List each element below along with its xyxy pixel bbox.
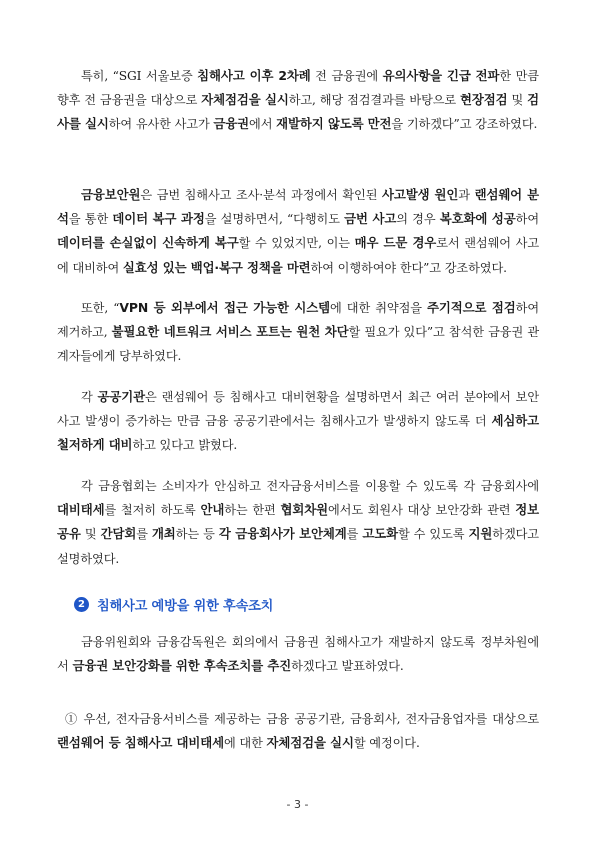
body-text: 의 경우 [396, 212, 440, 227]
emphasized-text: 안내 [200, 502, 225, 518]
emphasized-text: 세심하고 철저하게 대비 [57, 413, 539, 453]
emphasized-text: 검사를 실시 [57, 92, 539, 132]
emphasized-text: 금융권 [213, 116, 250, 132]
body-text: 에 대한 취약점을 [330, 301, 428, 315]
body-text: 하겠다고 발표하였다. [291, 659, 404, 674]
emphasized-text: VPN 등 외부에서 접근 가능한 시스템 [119, 300, 331, 315]
paragraph-fsi-analysis [57, 183, 539, 280]
body-text: 특히, “SGI 서울보증 [81, 69, 198, 83]
page-number: - 3 - [286, 798, 309, 811]
emphasized-text: 정보공유 [57, 502, 539, 542]
body-text: 할 수 있었지만, 이는 [238, 236, 355, 251]
paragraph-vpn-advice [57, 296, 539, 369]
emphasized-text: 복호화에 성공 [439, 211, 516, 227]
emphasized-text: 금융권 보안강화를 위한 후속조치를 추진 [72, 658, 292, 674]
emphasized-text: 자체점검을 실시 [201, 92, 289, 108]
emphasized-text: 데이터 복구 과정 [112, 211, 205, 227]
emphasized-text: 유의사항을 긴급 전파 [382, 68, 500, 83]
body-text: 에서 [249, 117, 277, 132]
paragraph-financial-associations [57, 474, 539, 571]
body-text: 하고, 해당 점검결과를 바탕으로 [288, 93, 461, 108]
body-text: 로서 랜섬웨어 사고에 대비하여 [57, 236, 539, 275]
body-text: 하는 등 [175, 527, 219, 542]
emphasized-text: 랜섬웨어 등 침해사고 대비태세 [57, 735, 224, 751]
paragraph-government-follow-up [57, 630, 539, 678]
body-text: 및 [80, 527, 101, 542]
emphasized-text: 매우 드문 경우 [354, 235, 437, 251]
emphasized-text: 지원 [468, 526, 493, 542]
body-text: 하여 제거하고, [57, 301, 539, 340]
emphasized-text: 실효성 있는 백업·복구 정책을 마련 [122, 259, 311, 275]
body-text: 각 [81, 390, 98, 404]
body-text: 은 금번 침해사고 조사·분석 과정에서 확인된 [140, 188, 382, 202]
body-text: 을 통한 [68, 212, 113, 227]
body-text: 할 수 있도록 [397, 527, 469, 542]
emphasized-text: 재발하지 않도록 만전 [276, 116, 392, 132]
body-text: ① 우선, 전자금융서비스를 제공하는 금융 공공기관, 금융회사, 전자금융업자를 대상으로 [65, 712, 539, 726]
body-text: 할 예정이다. [353, 736, 420, 751]
body-text: 은 랜섬웨어 등 침해사고 대비현황을 설명하면서 최근 여러 분야에서 보안사고 발생이 증가하는 만큼 금융 공공기관에서는 침해사고가 발생하지 않도록 더 [57, 390, 539, 429]
body-text: 하겠다고 설명하였다. [57, 527, 539, 566]
emphasized-text: 자체점검을 실시 [266, 735, 354, 751]
body-text: 한 만큼 향후 전 금융권을 대상으로 [57, 69, 539, 108]
body-text: 할 필요가 있다”고 참석한 금융권 관계자들에게 당부하였다. [57, 325, 539, 364]
emphasized-text: 금융보안원 [81, 187, 141, 202]
body-text: 하고 있다고 밝혔다. [132, 438, 238, 453]
body-text: 를 [346, 527, 363, 542]
emphasized-text: 간담회 [100, 526, 137, 542]
body-text: 을 기하겠다”고 강조하였다. [391, 117, 538, 132]
emphasized-text: 개최 [151, 526, 176, 542]
emphasized-text: 고도화 [362, 526, 398, 542]
emphasized-text: 협회차원 [280, 502, 328, 518]
body-text: 전 금융권에 [310, 69, 383, 83]
body-text: 과 [458, 188, 475, 202]
body-text: 금융위원회와 금융감독원은 회의에서 금융권 침해사고가 재발하지 않도록 정부차원에서 [57, 635, 539, 674]
body-text: 하여 [515, 212, 539, 227]
body-text: 에 대한 [223, 736, 267, 751]
emphasized-text: 현장점검 [460, 92, 508, 108]
body-text: 에서도 회원사 대상 보안강화 관련 [327, 503, 516, 518]
body-text: 를 철저히 하도록 [104, 503, 201, 518]
body-text: 또한, “ [81, 301, 120, 315]
paragraph-sgi-follow-up [57, 64, 539, 137]
emphasized-text: 사고발생 원인 [382, 187, 459, 202]
emphasized-text: 각 금융회사가 보안체계 [218, 526, 347, 542]
body-text: 를 [136, 527, 152, 542]
emphasized-text: 불필요한 네트워크 서비스 포트는 원천 차단 [111, 324, 349, 340]
section-title: 침해사고 예방을 위한 후속조치 [97, 599, 274, 614]
paragraph-self-inspection-item [57, 707, 539, 755]
emphasized-text: 대비태세 [57, 502, 105, 518]
body-text: 을 설명하면서, “다행히도 [204, 212, 345, 227]
body-text: 하는 한편 [224, 503, 281, 518]
emphasized-text: 공공기관 [97, 389, 146, 404]
emphasized-text: 침해사고 이후 2차례 [197, 68, 311, 83]
body-text: 각 금융협회는 소비자가 안심하고 전자금융서비스를 이용할 수 있도록 각 금융회사에 [81, 479, 539, 493]
emphasized-text: 주기적으로 점검 [427, 300, 516, 315]
body-text: 하여 유사한 사고가 [108, 117, 214, 132]
emphasized-text: 금번 사고 [344, 211, 397, 227]
body-text: 및 [507, 93, 528, 108]
emphasized-text: 랜섬웨어 분석 [57, 187, 539, 227]
section-heading [74, 595, 273, 614]
paragraph-public-institutions [57, 385, 539, 458]
circled-number-icon: 2 [74, 597, 89, 612]
body-text: 하여 이행하여야 한다”고 강조하였다. [310, 260, 507, 275]
emphasized-text: 데이터를 손실없이 신속하게 복구 [57, 235, 239, 251]
